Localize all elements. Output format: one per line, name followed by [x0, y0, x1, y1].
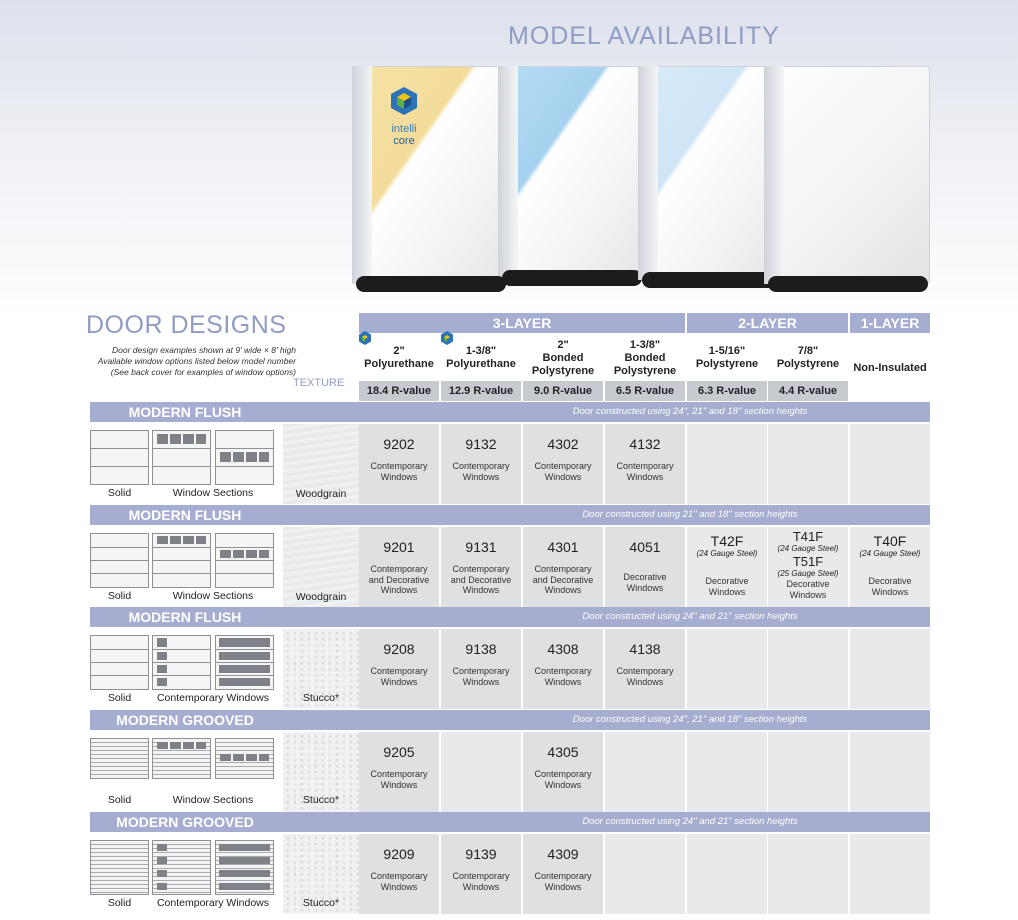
model-number: T41F [792, 529, 824, 544]
window-options: Contemporary Windows [534, 871, 592, 892]
r-value: 6.3 R-value [687, 381, 767, 401]
door-design-window-sections [152, 430, 211, 485]
empty-cell [605, 834, 685, 914]
logo-text-core: core [393, 135, 415, 147]
r-value: 4.4 R-value [768, 381, 848, 401]
r-value: 18.4 R-value [359, 381, 439, 401]
empty-cell [768, 732, 848, 812]
intellicore-badge-icon [358, 331, 372, 345]
door-design-solid-grooved [90, 840, 149, 895]
group-3-layer: 3-LAYER [359, 313, 685, 333]
model-number: 9138 [465, 641, 497, 657]
page-title: MODEL AVAILABILITY [508, 22, 780, 50]
model-number: 4132 [629, 436, 661, 452]
column-header: 2" Polyurethane [364, 345, 434, 370]
gauge-note: (24 Gauge Steel) [696, 549, 758, 558]
model-number: 4305 [547, 744, 579, 760]
model-cell [523, 527, 603, 607]
model-cell [359, 732, 439, 812]
design-label: Solid [107, 794, 132, 806]
window-options: Decorative Windows [786, 579, 830, 600]
model-cell [359, 834, 439, 914]
model-number: 4309 [547, 846, 579, 862]
gauge-note: (24 Gauge Steel) [777, 544, 839, 553]
empty-cell [605, 732, 685, 812]
design-label: Window Sections [172, 487, 254, 499]
section-note: Door constructed using 24" and 21" section heights [582, 816, 798, 827]
door-designs-note: Door design examples shown at 9' wide × 8' high Available window options listed below model number (See back cover for examples of window options) [97, 345, 296, 377]
r-value: 12.9 R-value [441, 381, 521, 401]
empty-cell [687, 834, 767, 914]
window-options: Contemporary Windows [534, 666, 592, 687]
column-header: 7/8" Polystyrene [776, 345, 840, 370]
empty-cell [850, 732, 930, 812]
column-header: 1-3/8" Bonded Polystyrene [613, 338, 677, 377]
section-bar [90, 607, 930, 627]
door-design-contemporary-windows-grooved [215, 840, 274, 895]
intellicore-logo [384, 86, 424, 147]
section-name: MODERN FLUSH [128, 609, 242, 625]
empty-cell [850, 424, 930, 504]
gauge-note: (24 Gauge Steel) [859, 549, 921, 558]
door-design-solid [90, 430, 149, 485]
window-options: Contemporary Windows [534, 461, 592, 482]
window-options: Contemporary Windows [452, 461, 510, 482]
section-name: MODERN FLUSH [128, 404, 242, 420]
section-bar [90, 402, 930, 422]
column-header: 2" Bonded Polystyrene [531, 338, 595, 377]
window-options: Contemporary Windows [616, 461, 674, 482]
gauge-note: (25 Gauge Steel) [777, 569, 839, 578]
model-number: 9209 [383, 846, 415, 862]
logo-text-intelli: intelli [391, 123, 417, 135]
model-number: 9132 [465, 436, 497, 452]
empty-cell [441, 732, 521, 812]
model-cell [441, 834, 521, 914]
window-options: Contemporary Windows [370, 769, 428, 790]
door-design-window-sections-grooved [152, 738, 211, 779]
section-note: Door constructed using 21" and 18" section heights [582, 509, 798, 520]
model-cell [523, 629, 603, 709]
section-note: Door constructed using 24", 21" and 18" section heights [572, 406, 808, 417]
model-cell [441, 527, 521, 607]
empty-cell [850, 629, 930, 709]
model-number: 9205 [383, 744, 415, 760]
door-design-window-sections [215, 533, 274, 588]
design-label: Window Sections [172, 794, 254, 806]
model-number: 9201 [383, 539, 415, 555]
model-number: T42F [710, 533, 744, 549]
design-label: Solid [107, 590, 132, 602]
design-label: Contemporary Windows [156, 692, 270, 704]
r-value: 9.0 R-value [523, 381, 603, 401]
door-design-contemporary-windows [215, 635, 274, 690]
texture-label: Stucco* [302, 897, 340, 909]
window-options: Contemporary Windows [370, 461, 428, 482]
design-label: Solid [107, 897, 132, 909]
window-options: Contemporary Windows [534, 769, 592, 790]
intellicore-badge-icon [440, 331, 454, 345]
texture-label: Stucco* [302, 692, 340, 704]
column-header: 1-3/8" Polyurethane [446, 345, 516, 370]
section-bar [90, 710, 930, 730]
model-number: 4302 [547, 436, 579, 452]
window-options: Decorative Windows [705, 576, 749, 597]
empty-cell [768, 424, 848, 504]
model-cell [523, 732, 603, 812]
column-header: 1-5/16" Polystyrene [695, 345, 759, 370]
section-bar [90, 812, 930, 832]
door-design-window-sections [152, 533, 211, 588]
model-number: 9139 [465, 846, 497, 862]
door-designs-title: DOOR DESIGNS [86, 311, 287, 339]
model-cell [441, 424, 521, 504]
window-options: Decorative Windows [623, 572, 667, 593]
group-1-layer: 1-LAYER [850, 313, 930, 333]
model-number: T51F [792, 554, 824, 569]
model-cell [441, 629, 521, 709]
door-design-contemporary-windows-grooved [152, 840, 211, 895]
empty-cell [687, 629, 767, 709]
model-cell [850, 527, 930, 607]
model-number: T40F [873, 533, 907, 549]
empty-cell [687, 424, 767, 504]
group-2-layer: 2-LAYER [687, 313, 848, 333]
model-cell [359, 424, 439, 504]
texture-label: Woodgrain [295, 591, 347, 603]
door-design-window-sections-grooved [215, 738, 274, 779]
design-label: Solid [107, 487, 132, 499]
design-label: Contemporary Windows [156, 897, 270, 909]
cube-icon [390, 86, 418, 116]
model-cell [605, 629, 685, 709]
model-cell [687, 527, 767, 607]
model-cell [523, 834, 603, 914]
empty-cell [850, 834, 930, 914]
door-design-contemporary-windows [152, 635, 211, 690]
empty-cell [768, 834, 848, 914]
model-number: 9202 [383, 436, 415, 452]
texture-column-label: TEXTURE [293, 377, 345, 389]
column-header: Non-Insulated [853, 361, 927, 374]
design-label: Solid [107, 692, 132, 704]
model-number: 4301 [547, 539, 579, 555]
section-bar [90, 505, 930, 525]
window-options: Contemporary Windows [370, 871, 428, 892]
r-value: 6.5 R-value [605, 381, 685, 401]
texture-label: Woodgrain [295, 488, 347, 500]
door-design-solid [90, 533, 149, 588]
window-options: Contemporary Windows [370, 666, 428, 687]
door-design-solid-grooved [90, 738, 149, 779]
empty-cell [768, 629, 848, 709]
section-note: Door constructed using 24", 21" and 18" section heights [572, 714, 808, 725]
window-options: Contemporary and Decorative Windows [532, 564, 594, 595]
model-number: 4051 [629, 539, 661, 555]
window-options: Contemporary and Decorative Windows [368, 564, 430, 595]
texture-label: Stucco* [302, 794, 340, 806]
window-options: Decorative Windows [868, 576, 912, 597]
model-number: 4308 [547, 641, 579, 657]
model-number: 4138 [629, 641, 661, 657]
section-name: MODERN GROOVED [116, 712, 254, 728]
model-cell [768, 527, 848, 607]
door-design-window-sections [215, 430, 274, 485]
section-name: MODERN GROOVED [116, 814, 254, 830]
model-number: 9208 [383, 641, 415, 657]
empty-cell [687, 732, 767, 812]
model-cell [523, 424, 603, 504]
door-design-solid [90, 635, 149, 690]
section-note: Door constructed using 24" and 21" section heights [582, 611, 798, 622]
model-number: 9131 [465, 539, 497, 555]
model-cell [605, 424, 685, 504]
model-cell [605, 527, 685, 607]
window-options: Contemporary Windows [452, 666, 510, 687]
window-options: Contemporary Windows [616, 666, 674, 687]
model-cell [359, 629, 439, 709]
model-cell [359, 527, 439, 607]
window-options: Contemporary and Decorative Windows [450, 564, 512, 595]
section-name: MODERN FLUSH [128, 507, 242, 523]
window-options: Contemporary Windows [452, 871, 510, 892]
design-label: Window Sections [172, 590, 254, 602]
